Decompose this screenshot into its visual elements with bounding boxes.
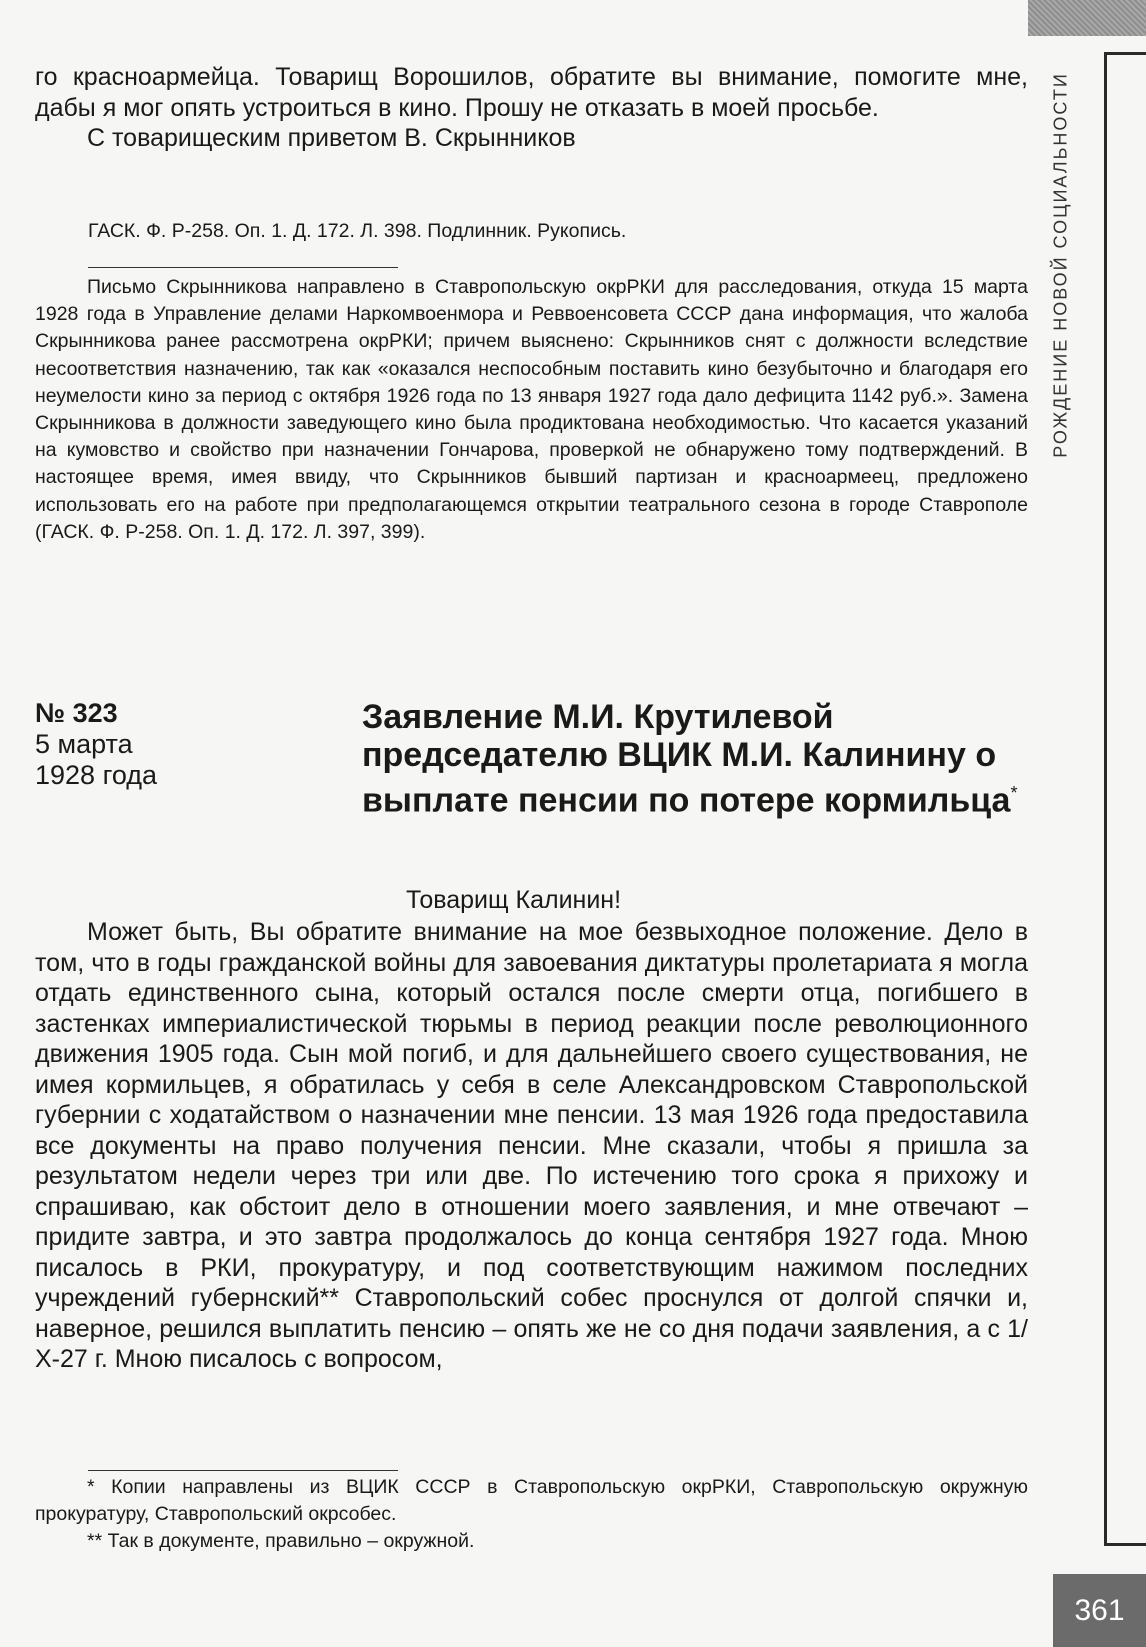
footnote-2: ** Так в документе, правильно – окружной.: [87, 1530, 475, 1552]
corner-tab-decoration: [1028, 0, 1146, 36]
editorial-note-text: Письмо Скрынникова направлено в Ставропольскую окрРКИ для расследования, откуда 15 марта 1928 года в Управление делами Наркомвоенмора и Реввоенсовета СССР дана информация, что жалоба Скрынникова ранее рассмотрена окрРКИ; причем выяснено: Скрынников снят с должности вследствие несоответствия назначению, так как «оказался неспособным поставить кино безубыточно и благодаря его неумелости кино за период с октября 1926 года по 13 января 1927 года дало дефицита 1142 руб.». Замена Скрынникова в должности заведующего кино была продиктована необходимостью. Что касается указаний на кумовство и свойство при назначении Гончарова, проверкой не обнаружено тому подтверждений. В настоящее время, имея ввиду, что Скрынников бывший партизан и красноармеец, предложено использовать его на работе при предполагающемся открытии театрального сезона в городе Ставрополе (ГАСК. Ф. Р-258. Оп. 1. Д. 172. Л. 397, 399).: [35, 276, 1028, 543]
title-footnote-mark: *: [1010, 783, 1018, 803]
letter-text: го красноармейца. Товарищ Ворошилов, обратите вы внимание, помогите мне, дабы я мог опять устроиться в кино. Прошу не отказать в моей просьбе.: [35, 63, 1028, 122]
document-body-text: Может быть, Вы обратите внимание на мое безвыходное положение. Дело в том, что в годы гражданской войны для завоевания диктатуры пролетариата я могла отдать единственного сына, который остался после смерти отца, погибшего в застенках империалистической тюрьмы в период реакции после революционного движения 1905 года. Сын мой погиб, и для дальнейшего своего существования, не имея кормильцев, я обратилась у себя в селе Александровском Ставропольской губернии с ходатайством о назначении мне пенсии. 13 мая 1926 года предоставила все документы на право получения пенсии. Мне сказали, чтобы я пришла за результатом недели через три или две. По истечению того срока я прихожу и спрашиваю, как обстоит дело в отношении моего заявления, и мне отвечают – придите завтра, и это завтра продолжалось до конца сентября 1927 года. Мною писалось в РКИ, прокуратуру, и под соответствующим нажимом последних учреждений губернский** Ставропольский собес проснулся от долгой спячки и, наверное, решился выплатить пенсию – опять же не со дня подачи заявления, а с 1/Х-27 г. Мною писалось с вопросом,: [35, 918, 1028, 1373]
letter-signature: С товарищеским приветом В. Скрынников: [87, 124, 576, 152]
footnote-divider: [88, 1470, 398, 1471]
editorial-note: [35, 274, 1028, 546]
archive-source-text: ГАСК. Ф. Р-258. Оп. 1. Д. 172. Л. 398. Подлинник. Рукопись.: [88, 220, 627, 242]
page-number: 361: [1053, 1574, 1146, 1647]
document-header: [35, 698, 157, 791]
document-title-text: Заявление М.И. Крутилевой председателю ВЦИК М.И. Калинину о выплате пенсии по потере кормильца: [362, 698, 1011, 820]
archive-source: [88, 220, 1028, 243]
salutation: Товарищ Калинин!: [406, 886, 622, 914]
document-number: № 323: [35, 698, 118, 728]
document-date-line2: 1928 года: [35, 760, 158, 790]
footnotes: [35, 1474, 1028, 1555]
document-body: [35, 917, 1028, 1375]
note-divider: [88, 267, 398, 268]
running-head-text: РОЖДЕНИЕ НОВОЙ СОЦИАЛЬНОСТИ: [1050, 72, 1071, 458]
letter-ending: [35, 62, 1028, 154]
side-frame: [1104, 52, 1146, 1546]
footnote-1: * Копии направлены из ВЦИК СССР в Ставропольскую окрРКИ, Ставропольскую окружную прокуратуру, Ставропольский окрсобес.: [35, 1476, 1028, 1525]
document-title: [362, 698, 1022, 819]
document-date-line1: 5 марта: [35, 729, 133, 759]
